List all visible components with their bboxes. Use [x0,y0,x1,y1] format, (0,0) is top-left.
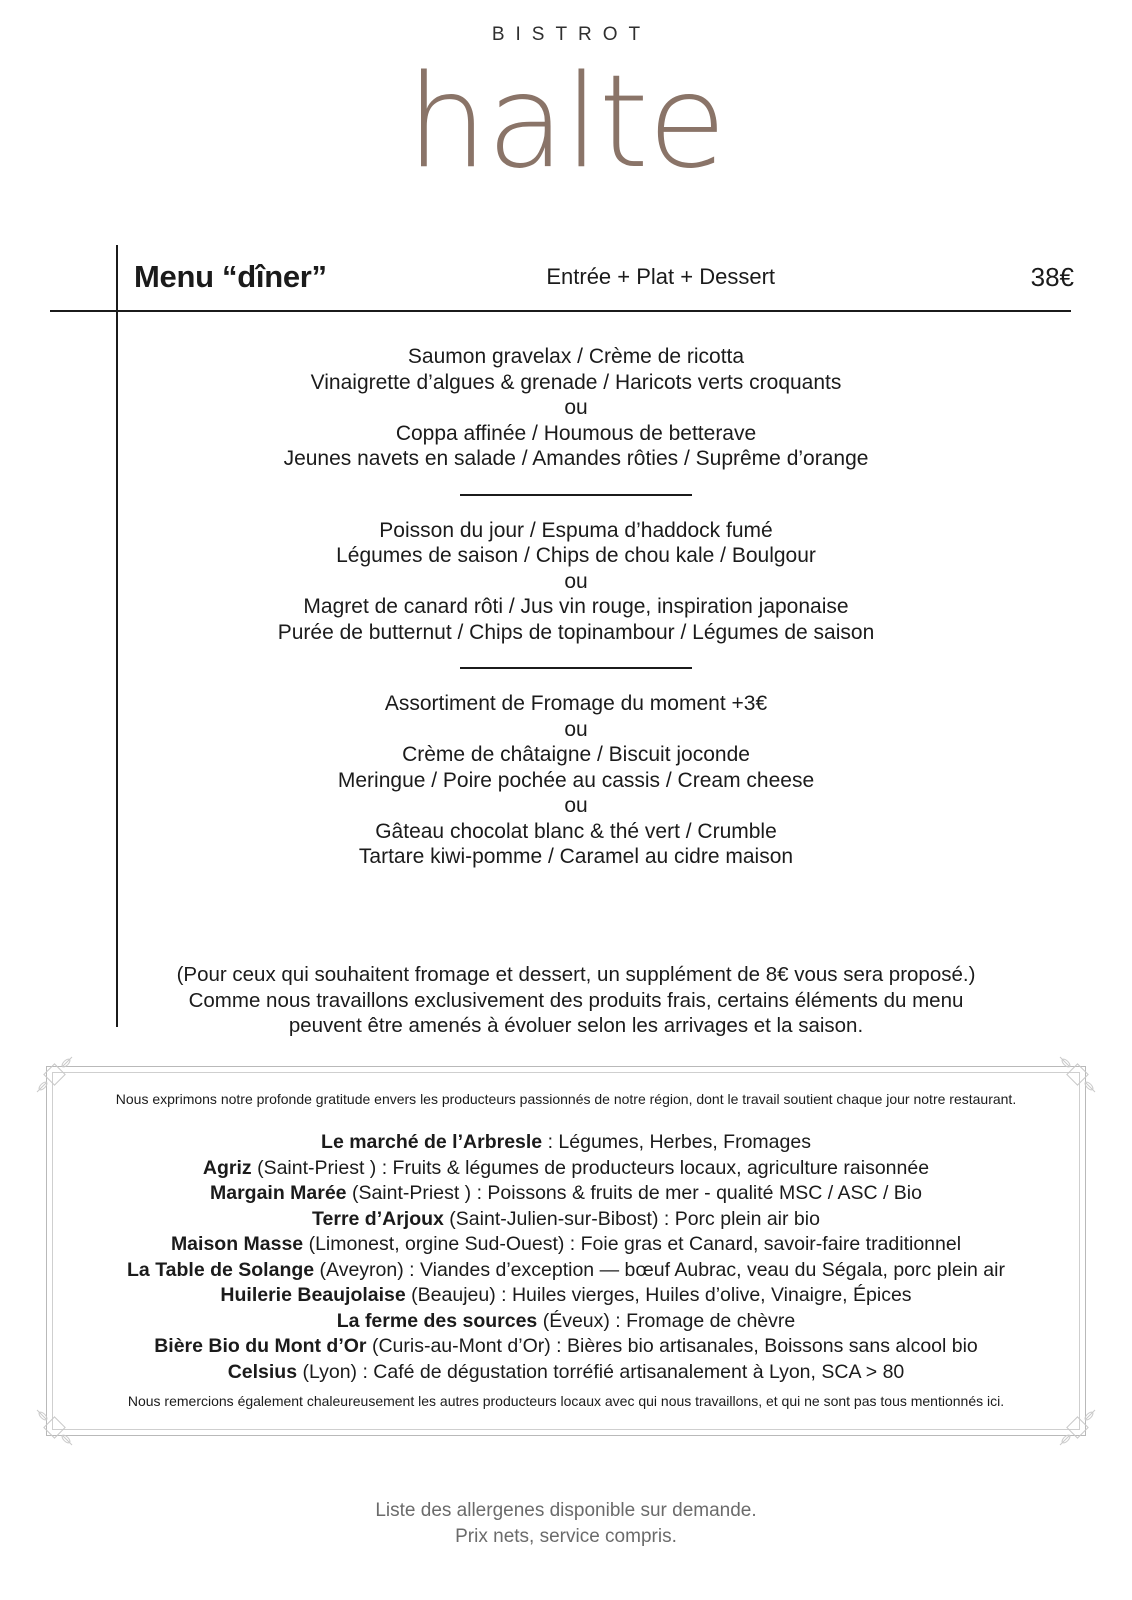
brand-wordmark: halte [406,48,726,197]
producer-name: Le marché de l’Arbresle [321,1131,543,1153]
producer-item [60,1156,1072,1182]
note-line: Comme nous travaillons exclusivement des produits frais, certains éléments du menu [188,988,964,1012]
allergens-note: Liste des allergenes disponible sur demande. [375,1500,757,1521]
producer-item [60,1181,1072,1207]
menu-courses [126,344,1026,870]
producer-name: Margain Marée [209,1182,347,1204]
course-divider [460,494,692,496]
producer-detail: (Saint-Priest ) : Fruits & légumes de producteurs locaux, agriculture raisonnée [251,1156,930,1179]
diamond-ornament-icon [32,1404,78,1450]
producer-detail: (Saint-Priest ) : Poissons & fruits de mer - qualité MSC / ASC / Bio [346,1182,922,1204]
producers-list [60,1130,1072,1385]
course-or-separator: ou [564,396,588,419]
dish-line: Saumon gravelax / Crème de ricotta [407,345,745,368]
producer-item [60,1258,1072,1284]
note-line: peuvent être amenés à évoluer selon les arrivages et la saison. [288,1014,864,1037]
producer-name: La Table de Solange [127,1258,315,1281]
menu-note [126,962,1026,1039]
header-horizontal-rule [50,310,1071,312]
producer-detail: (Limonest, orgine Sud-Ouest) : Foie gras et Canard, savoir-faire traditionnel [303,1233,962,1255]
course-starter [126,344,1026,472]
producer-name: Terre d’Arjoux [312,1207,444,1230]
course-or-separator: ou [564,717,588,741]
producers-intro: Nous exprimons notre profonde gratitude envers les producteurs passionnés de notre région, dont le travail soutient chaque jour notre restaurant. [115,1091,1017,1107]
menu-price: 38€ [1030,261,1074,292]
producer-item [60,1360,1072,1386]
course-divider [460,667,692,669]
brand-eyebrow: BISTROT [491,24,652,45]
course-main [126,518,1026,646]
producer-name: Agriz [202,1156,252,1179]
menu-formula-label: Entrée + Plat + Dessert [546,264,776,289]
menu-vertical-rule [116,245,118,1027]
producer-item [60,1334,1072,1360]
producer-item [60,1232,1072,1258]
course-or-separator: ou [564,794,588,817]
dish-line: Jeunes navets en salade / Amandes rôties / Suprême d’orange [283,447,869,470]
course-dessert [126,691,1026,870]
page-footer [0,1498,1132,1550]
dish-line: Légumes de saison / Chips de chou kale / Boulgour [336,544,816,567]
course-or-separator: ou [564,569,588,593]
producer-detail: (Lyon) : Café de dégustation torréfié artisanalement à Lyon, SCA > 80 [297,1360,905,1383]
producer-detail: : Légumes, Herbes, Fromages [542,1131,811,1153]
dish-line: Tartare kiwi-pomme / Caramel au cidre maison [358,845,794,868]
dish-line: Poisson du jour / Espuma d’haddock fumé [379,518,773,542]
producer-name: Bière Bio du Mont d’Or [154,1335,367,1357]
dish-line: Gâteau chocolat blanc & thé vert / Crumble [375,819,777,843]
producer-name: Maison Masse [170,1233,304,1255]
pricing-note: Prix nets, service compris. [455,1526,677,1547]
producer-name: La ferme des sources [336,1309,538,1332]
producer-detail: (Saint-Julien-sur-Bibost) : Porc plein air bio [443,1207,820,1230]
dish-line: Meringue / Poire pochée au cassis / Cream cheese [337,768,815,792]
menu-header [134,248,1074,306]
producer-detail: (Aveyron) : Viandes d’exception — bœuf Aubrac, veau du Ségala, porc plein air [314,1258,1005,1281]
dish-line: Vinaigrette d’algues & grenade / Haricots verts croquants [310,370,842,394]
producers-panel [46,1066,1086,1436]
producer-item [60,1130,1072,1156]
producer-name: Huilerie Beaujolaise [220,1284,406,1306]
dish-line: Coppa affinée / Houmous de betterave [395,421,757,445]
dish-line: Purée de butternut / Chips de topinambour / Légumes de saison [277,620,875,644]
producer-item [60,1309,1072,1335]
producer-detail: (Beaujeu) : Huiles vierges, Huiles d’olive, Vinaigre, Épices [405,1284,912,1306]
producer-name: Celsius [227,1360,298,1383]
producers-outro: Nous remercions également chaleureusement les autres producteurs locaux avec qui nous travaillons, et qui ne sont pas tous mentionnés ici. [127,1393,1005,1409]
page-title: Menu “dîner” [134,259,327,294]
note-line: (Pour ceux qui souhaitent fromage et dessert, un supplément de 8€ vous sera proposé.) [176,963,976,986]
dish-line: Crème de châtaigne / Biscuit joconde [402,743,750,766]
diamond-ornament-icon [1054,1404,1100,1450]
producer-detail: (Curis-au-Mont d’Or) : Bières bio artisanales, Boissons sans alcool bio [366,1335,978,1357]
brand-logo [0,0,1132,215]
dish-line: Assortiment de Fromage du moment +3€ [384,692,768,715]
producer-item [60,1207,1072,1233]
producer-item [60,1283,1072,1309]
dish-line: Magret de canard rôti / Jus vin rouge, inspiration japonaise [303,595,849,618]
producer-detail: (Éveux) : Fromage de chèvre [537,1309,796,1332]
